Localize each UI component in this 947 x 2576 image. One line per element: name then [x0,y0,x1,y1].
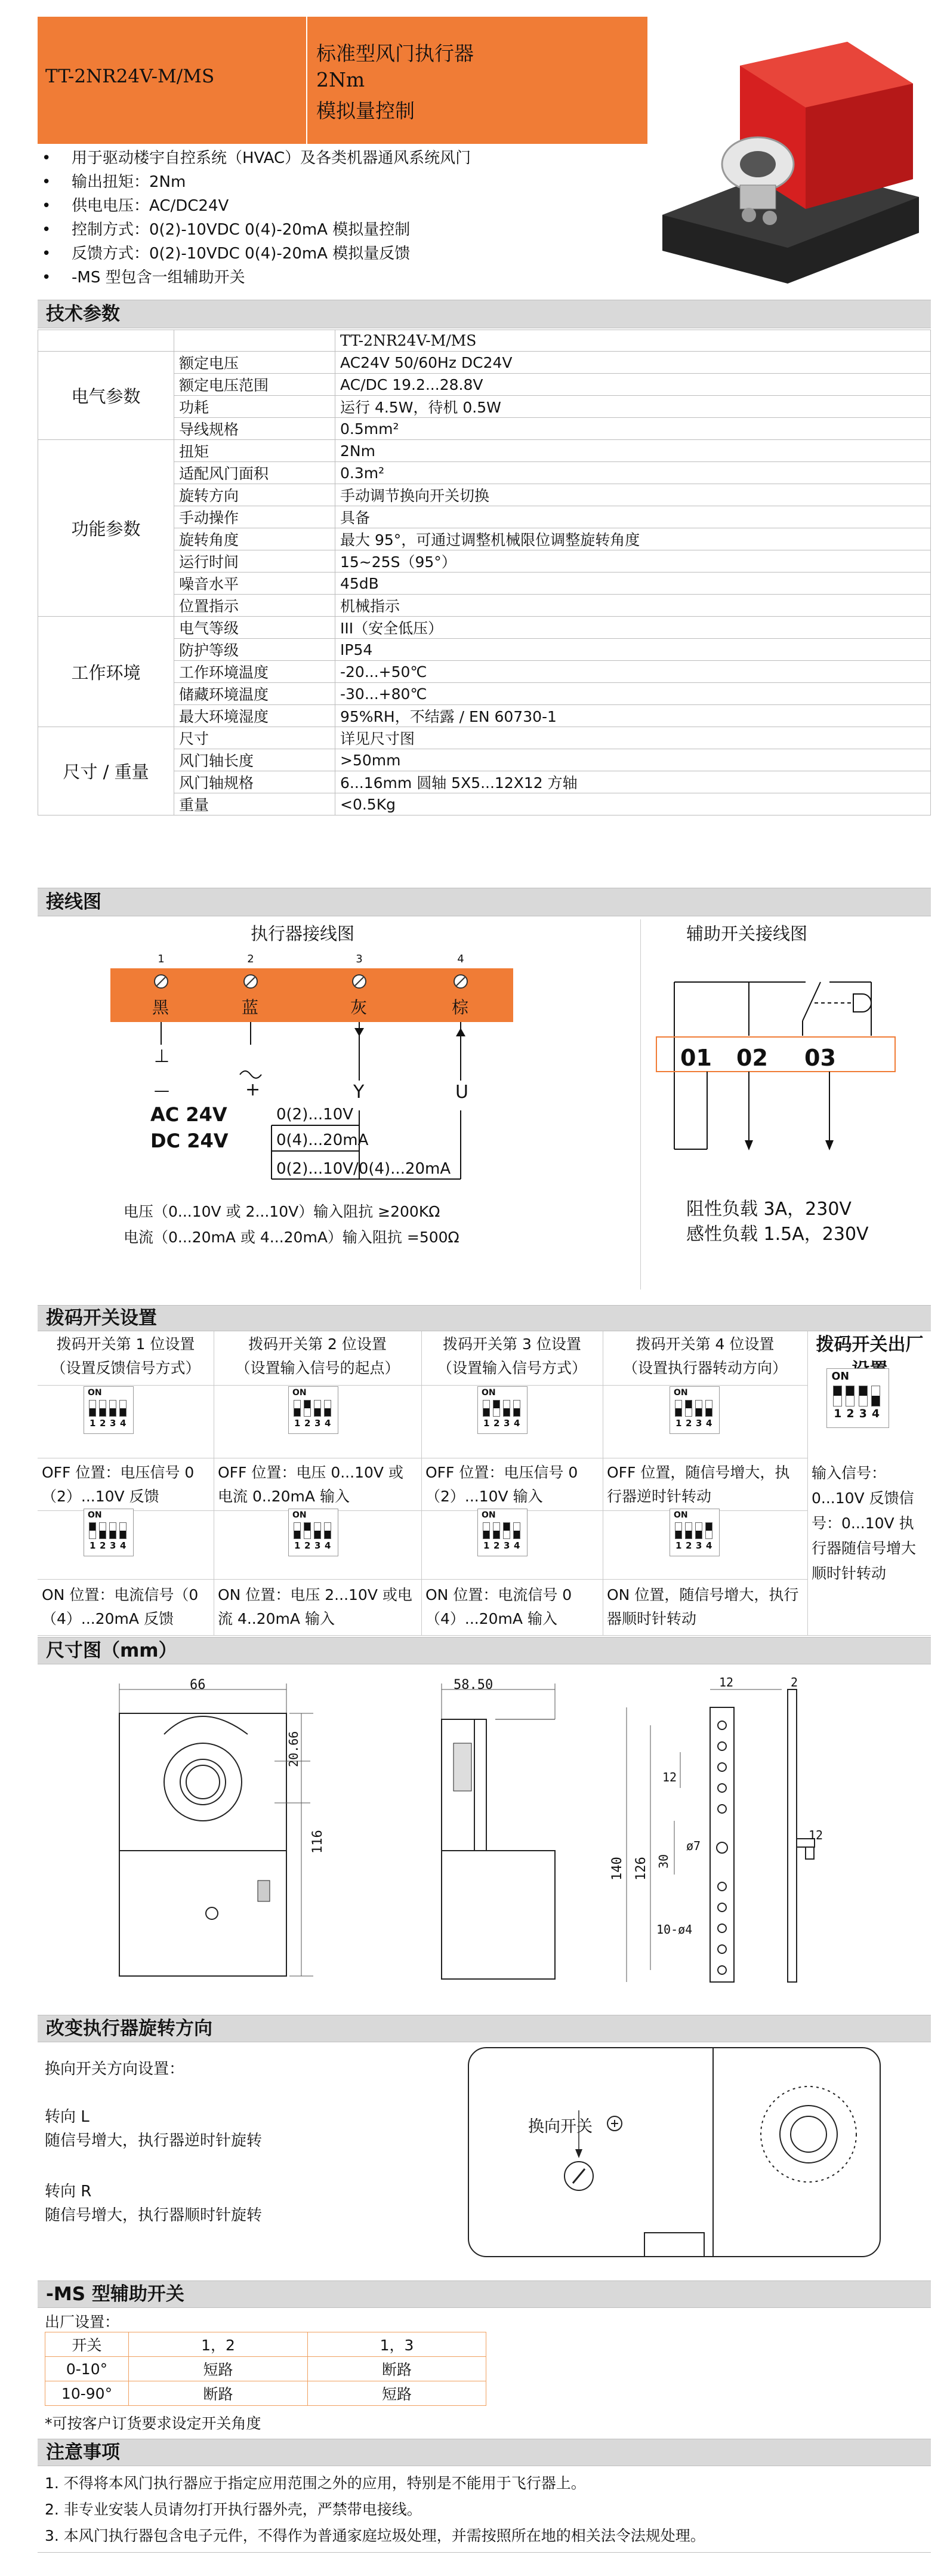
terminal-2: 2 [247,953,254,965]
header-product-name: 标准型风门执行器 [316,42,474,65]
feature-item: • 用于驱动楼宇自控系统（HVAC）及各类机器通风系统风门 [42,149,471,167]
pole-minus: — [154,1082,169,1100]
spec-category: 功能参数 [38,440,174,617]
spec-key: 噪音水平 [174,573,335,595]
terminal-3: 3 [356,953,363,965]
wire-color-grey: 灰 [350,998,368,1017]
dim-phi4: 10-ø4 [656,1922,693,1937]
spec-value: 机械指示 [335,595,931,617]
dip-off-text-4: OFF 位置，随信号增大，执行器逆时针转动 [607,1464,790,1505]
spec-key: 尺寸 [174,727,335,749]
dip-factory-title: 拨码开关出厂 [816,1334,924,1355]
dip-off-text-1: OFF 位置：电压信号 0（2）...10V 反馈 [42,1464,195,1505]
page-bottom-rule [38,2552,931,2553]
dip-factory-text: 输入信号：0...10V 反馈信号：0...10V 执行器随信号增大顺时针转动 [812,1464,917,1582]
dim-140: 140 [610,1857,625,1881]
dip-switch-illustration: ON 1 2 3 4 [670,1509,720,1556]
feature-item: • -MS 型包含一组辅助开关 [42,269,245,287]
pole-plus: + [245,1079,261,1100]
dim-2: 2 [791,1675,798,1689]
dip-off-text-2: OFF 位置：电压 0...10V 或电流 0..20mA 输入 [218,1464,403,1505]
dim-phi7: ø7 [686,1839,701,1853]
feature-item: • 反馈方式：0(2)-10VDC 0(4)-20mA 模拟量反馈 [42,245,411,263]
aux-table [45,2332,486,2406]
wire-color-black: 黑 [152,998,169,1017]
dim-12-top: 12 [719,1675,734,1689]
aux-cell: 0-10° [45,2357,129,2381]
spec-key: 重量 [174,793,335,815]
spec-value: <0.5Kg [335,793,931,815]
spec-key: 最大环境湿度 [174,705,335,727]
terminal-1: 1 [158,953,165,965]
feature-item: • 供电电压：AC/DC24V [42,197,229,215]
spec-category: 工作环境 [38,617,174,727]
dims-front-view [107,1678,322,2002]
dim-116: 116 [310,1830,325,1854]
spec-value: 2Nm [335,440,931,462]
dip-col-title-3: 拨码开关第 3 位设置 （设置输入信号方式） [437,1335,587,1377]
spec-value: >50mm [335,749,931,771]
direction-section-header: 改变执行器旋转方向 [38,2015,931,2042]
spec-value: 45dB [335,573,931,595]
spec-key: 位置指示 [174,595,335,617]
aux-section-header: -MS 型辅助开关 [38,2280,931,2308]
aux-load-resistive: 阻性负载 3A，230V [686,1199,852,1220]
dip-switch-illustration: ON 1 2 3 4 [288,1509,338,1556]
spec-key: 扭矩 [174,440,335,462]
direction-l-title: 转向 L [45,2108,90,2126]
direction-r-text: 随信号增大，执行器顺时针旋转 [45,2206,263,2224]
direction-r-title: 转向 R [45,2183,92,2200]
dip-switch-illustration: ON 1 2 3 4 [670,1386,720,1434]
spec-value: IP54 [335,639,931,661]
aux-terminal-03: 03 [804,1045,836,1071]
spec-value: III（安全低压） [335,617,931,639]
product-photo [650,18,931,298]
dims-side-view [418,1678,573,2002]
dip-switch-illustration: ON 1 2 3 4 [826,1368,889,1428]
wiring-divider [640,919,641,1289]
spec-value: -20...+50℃ [335,661,931,683]
wiring-left-title: 执行器接线图 [251,924,355,944]
dip-col-title-2: 拨码开关第 2 位设置 （设置输入信号的起点） [235,1335,400,1377]
wire-color-blue: 蓝 [242,998,259,1017]
dim-30: 30 [656,1854,671,1869]
terminal-4: 4 [457,953,464,965]
screw-icon [153,973,169,992]
aux-header: 开关 [45,2332,129,2357]
spec-section-header: 技术参数 [38,300,931,328]
dims-section-header: 尺寸图（mm） [38,1637,931,1664]
features-list [42,146,644,290]
aux-header: 1，2 [129,2332,308,2357]
dip-switch-illustration: ON 1 2 3 4 [288,1386,338,1434]
spec-key: 功耗 [174,396,335,418]
dip-switch-illustration: ON 1 2 3 4 [477,1386,528,1434]
spec-value: 手动调节换向开关切换 [335,484,931,506]
spec-value: 运行 4.5W，待机 0.5W [335,396,931,418]
spec-value: 最大 95°，可通过调整机械限位调整旋转角度 [335,528,931,550]
ground-symbol: ⊥ [154,1046,170,1067]
screw-icon [242,973,259,992]
spec-value: -30...+80℃ [335,683,931,705]
dim-58-50: 58.50 [454,1678,493,1692]
direction-l-text: 随信号增大，执行器逆时针旋转 [45,2132,263,2150]
direction-diagram [465,2045,883,2262]
spec-key: 手动操作 [174,506,335,528]
spec-key: 旋转方向 [174,484,335,506]
spec-value: AC/DC 19.2...28.8V [335,374,931,396]
dip-section-header: 拨码开关设置 [38,1305,931,1331]
aux-note: *可按客户订货要求设定开关角度 [45,2415,261,2432]
dip-on-text-4: ON 位置，随信号增大，执行器顺时针转动 [607,1586,799,1627]
aux-terminal-02: 02 [736,1045,768,1071]
dip-off-text-3: OFF 位置：电压信号 0（2）...10V 输入 [425,1464,578,1505]
spec-key: 旋转角度 [174,528,335,550]
dip-on-text-1: ON 位置：电流信号（0（4）...20mA 反馈 [42,1586,199,1627]
spec-key: 导线规格 [174,418,335,440]
spec-value: 15~25S（95°） [335,550,931,573]
dims-bracket-view [609,1678,847,2014]
dip-col-title-1: 拨码开关第 1 位设置 （设置反馈信号方式） [51,1335,200,1377]
screw-icon [351,973,368,992]
wiring-section-header: 接线图 [38,888,931,916]
spec-model: TT-2NR24V-M/MS [335,330,931,352]
spec-value: 0.5mm² [335,418,931,440]
supply-ac: AC 24V [150,1103,227,1126]
spec-value: 详见尺寸图 [335,727,931,749]
spec-key: 防护等级 [174,639,335,661]
direction-intro: 换向开关方向设置： [45,2060,185,2078]
dip-switch-illustration: ON 1 2 3 4 [477,1509,528,1556]
aux-cell: 断路 [308,2357,486,2381]
supply-dc: DC 24V [150,1129,229,1152]
spec-key: 适配风门面积 [174,462,335,484]
feature-item: • 输出扭矩：2Nm [42,173,186,191]
dip-switch-illustration: ON 1 2 3 4 [84,1509,134,1556]
note-item: 2. 非专业安装人员请勿打开执行器外壳，严禁带电接线。 [45,2501,422,2518]
spec-key: 储藏环境温度 [174,683,335,705]
dip-on-text-2: ON 位置：电压 2...10V 或电流 4..20mA 输入 [218,1586,412,1627]
spec-category: 尺寸 / 重量 [38,727,174,815]
aux-terminal-01: 01 [680,1045,712,1071]
spec-key: 风门轴长度 [174,749,335,771]
spec-category: 电气参数 [38,352,174,440]
note-item: 1. 不得将本风门执行器应于指定应用范围之外的应用，特别是不能用于飞行器上。 [45,2475,586,2492]
spec-key: 电气等级 [174,617,335,639]
header-model: TT-2NR24V-M/MS [45,66,215,87]
aux-cell: 短路 [308,2381,486,2406]
aux-header: 1，3 [308,2332,486,2357]
dim-12-side: 12 [809,1828,823,1842]
aux-cell: 10-90° [45,2381,129,2406]
signal-y: Y [353,1082,365,1103]
signal-box-line: 0(4)...20mA [276,1131,369,1149]
wire-color-brown: 棕 [452,998,469,1017]
aux-load-inductive: 感性负载 1.5A，230V [686,1224,869,1245]
header-torque: 2Nm [316,68,365,91]
screw-icon [452,973,469,992]
header-control: 模拟量控制 [316,99,415,122]
dip-on-text-3: ON 位置：电流信号 0（4）...20mA 输入 [425,1586,572,1627]
signal-box-line: 0(2)...10V/0(4)...20mA [276,1160,451,1178]
dim-12-pitch: 12 [662,1770,677,1784]
dim-20-66: 20.66 [286,1731,301,1767]
spec-key: 额定电压范围 [174,374,335,396]
impedance-note-current: 电流（0...20mA 或 4...20mA）输入阻抗 =500Ω [124,1229,459,1246]
dip-switch-illustration: ON 1 2 3 4 [84,1386,134,1434]
impedance-note-voltage: 电压（0...10V 或 2...10V）输入阻抗 ≥200KΩ [124,1203,440,1220]
feature-item: • 控制方式：0(2)-10VDC 0(4)-20mA 模拟量控制 [42,221,411,239]
spec-value: 95%RH，不结露 / EN 60730-1 [335,705,931,727]
spec-key: 额定电压 [174,352,335,374]
spec-key: 风门轴规格 [174,771,335,793]
spec-value: 0.3m² [335,462,931,484]
signal-box-line: 0(2)...10V [276,1106,354,1124]
dim-66: 66 [190,1678,206,1692]
spec-table [38,330,931,815]
dim-126: 126 [634,1857,649,1881]
aux-factory-label: 出厂设置： [45,2313,120,2331]
spec-key: 工作环境温度 [174,661,335,683]
dip-col-title-4: 拨码开关第 4 位设置 （设置执行器转动方向） [622,1335,787,1377]
wiring-right-title: 辅助开关接线图 [686,924,808,944]
spec-key: 运行时间 [174,550,335,573]
notes-section-header: 注意事项 [38,2439,931,2466]
spec-value: AC24V 50/60Hz DC24V [335,352,931,374]
signal-u: U [455,1082,468,1103]
note-item: 3. 本风门执行器包含电子元件，不得作为普通家庭垃圾处理，并需按照所在地的相关法令法规处理。 [45,2527,705,2544]
direction-switch-label: 换向开关 [528,2118,593,2136]
spec-value: 6...16mm 圆轴 5X5...12X12 方轴 [335,771,931,793]
aux-cell: 短路 [129,2357,308,2381]
aux-cell: 断路 [129,2381,308,2406]
spec-value: 具备 [335,506,931,528]
